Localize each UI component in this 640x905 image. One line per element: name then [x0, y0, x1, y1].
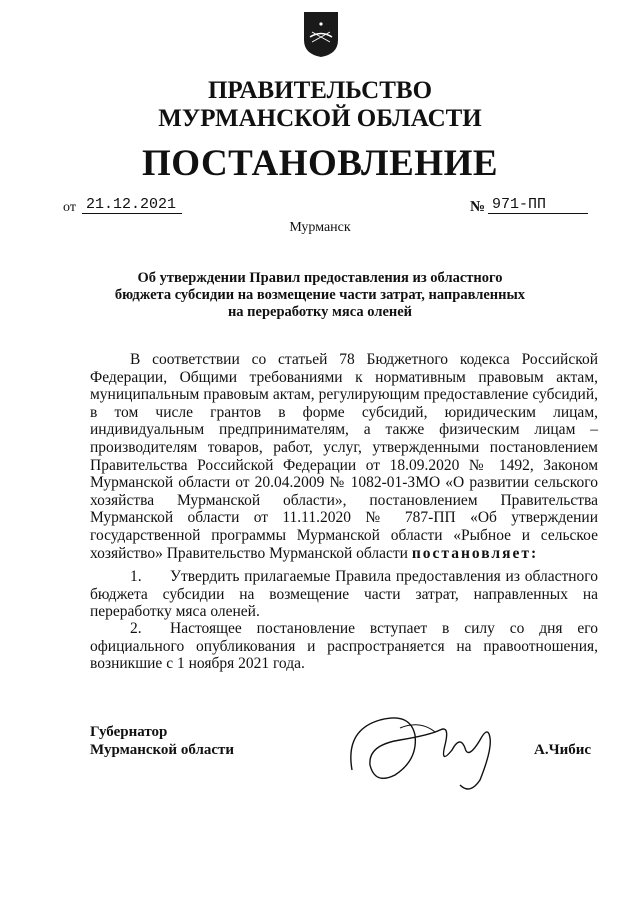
paragraph-item-2 — [90, 620, 598, 673]
document-type-title: ПОСТАНОВЛЕНИЕ — [141, 143, 499, 184]
decree-subject-title: Об утверждении Правил предоставления из областного бюджета субсидии на возмещение части затрат, направленных на переработку мяса оленей — [114, 270, 526, 320]
decree-date: 21.12.2021 — [82, 196, 182, 214]
paragraph-preamble — [90, 351, 598, 562]
signatory-name: А.Чибис — [534, 742, 592, 758]
city-name: Мурманск — [289, 220, 351, 235]
preamble-text: В соответствии со статьей 78 Бюджетного кодекса Российской Федерации, Общими требованиями к нормативным правовым актам, муниципальным правовым актам, регулирующим предоставление субсидий, в том числе грантов в форме субсидий, юридическим лицам, индивидуальным предпринимателям, а также физическим лицам – производителям товаров, работ, услуг, утвержденными постановлением Правительства Российской Федерации от 18.09.2020 № 1492, Законом Мурманской области от 20.04.2009 № 1082-01-ЗМО «О развитии сельского хозяйства Мурманской области», постановлением Правительства Мурманской области от 11.11.2020 № 787-ПП «Об утверждении государственной программы Мурманской области «Рыбное и сельское хозяйство» Правительство Мурманской области — [90, 351, 598, 562]
item-number: 2. — [130, 620, 142, 637]
signatory-position — [90, 723, 234, 759]
government-title-line2: МУРМАНСКОЙ ОБЛАСТИ — [158, 105, 482, 132]
decree-number: 971-ПП — [488, 196, 588, 214]
preamble-action: постановляет: — [411, 544, 539, 562]
item-number: 1. — [130, 568, 142, 585]
coat-of-arms-icon — [302, 10, 340, 58]
paragraph-item-1 — [90, 568, 598, 621]
item-text: Утвердить прилагаемые Правила предоставления из областного бюджета субсидии на возмещение части затрат, направленных на переработку мяса оленей. — [90, 568, 598, 621]
number-prefix: № — [470, 199, 486, 215]
item-text: Настоящее постановление вступает в силу со дня его официального опубликования и распространяется на правоотношения, возникшие с 1 ноября 2021 года. — [90, 620, 598, 673]
government-title-line1: ПРАВИТЕЛЬСТВО — [207, 77, 433, 104]
signatory-position-line1: Губернатор — [90, 724, 168, 740]
signatory-position-line2: Мурманской области — [90, 742, 235, 758]
handwritten-signature — [340, 690, 510, 800]
date-prefix: от — [63, 200, 76, 215]
